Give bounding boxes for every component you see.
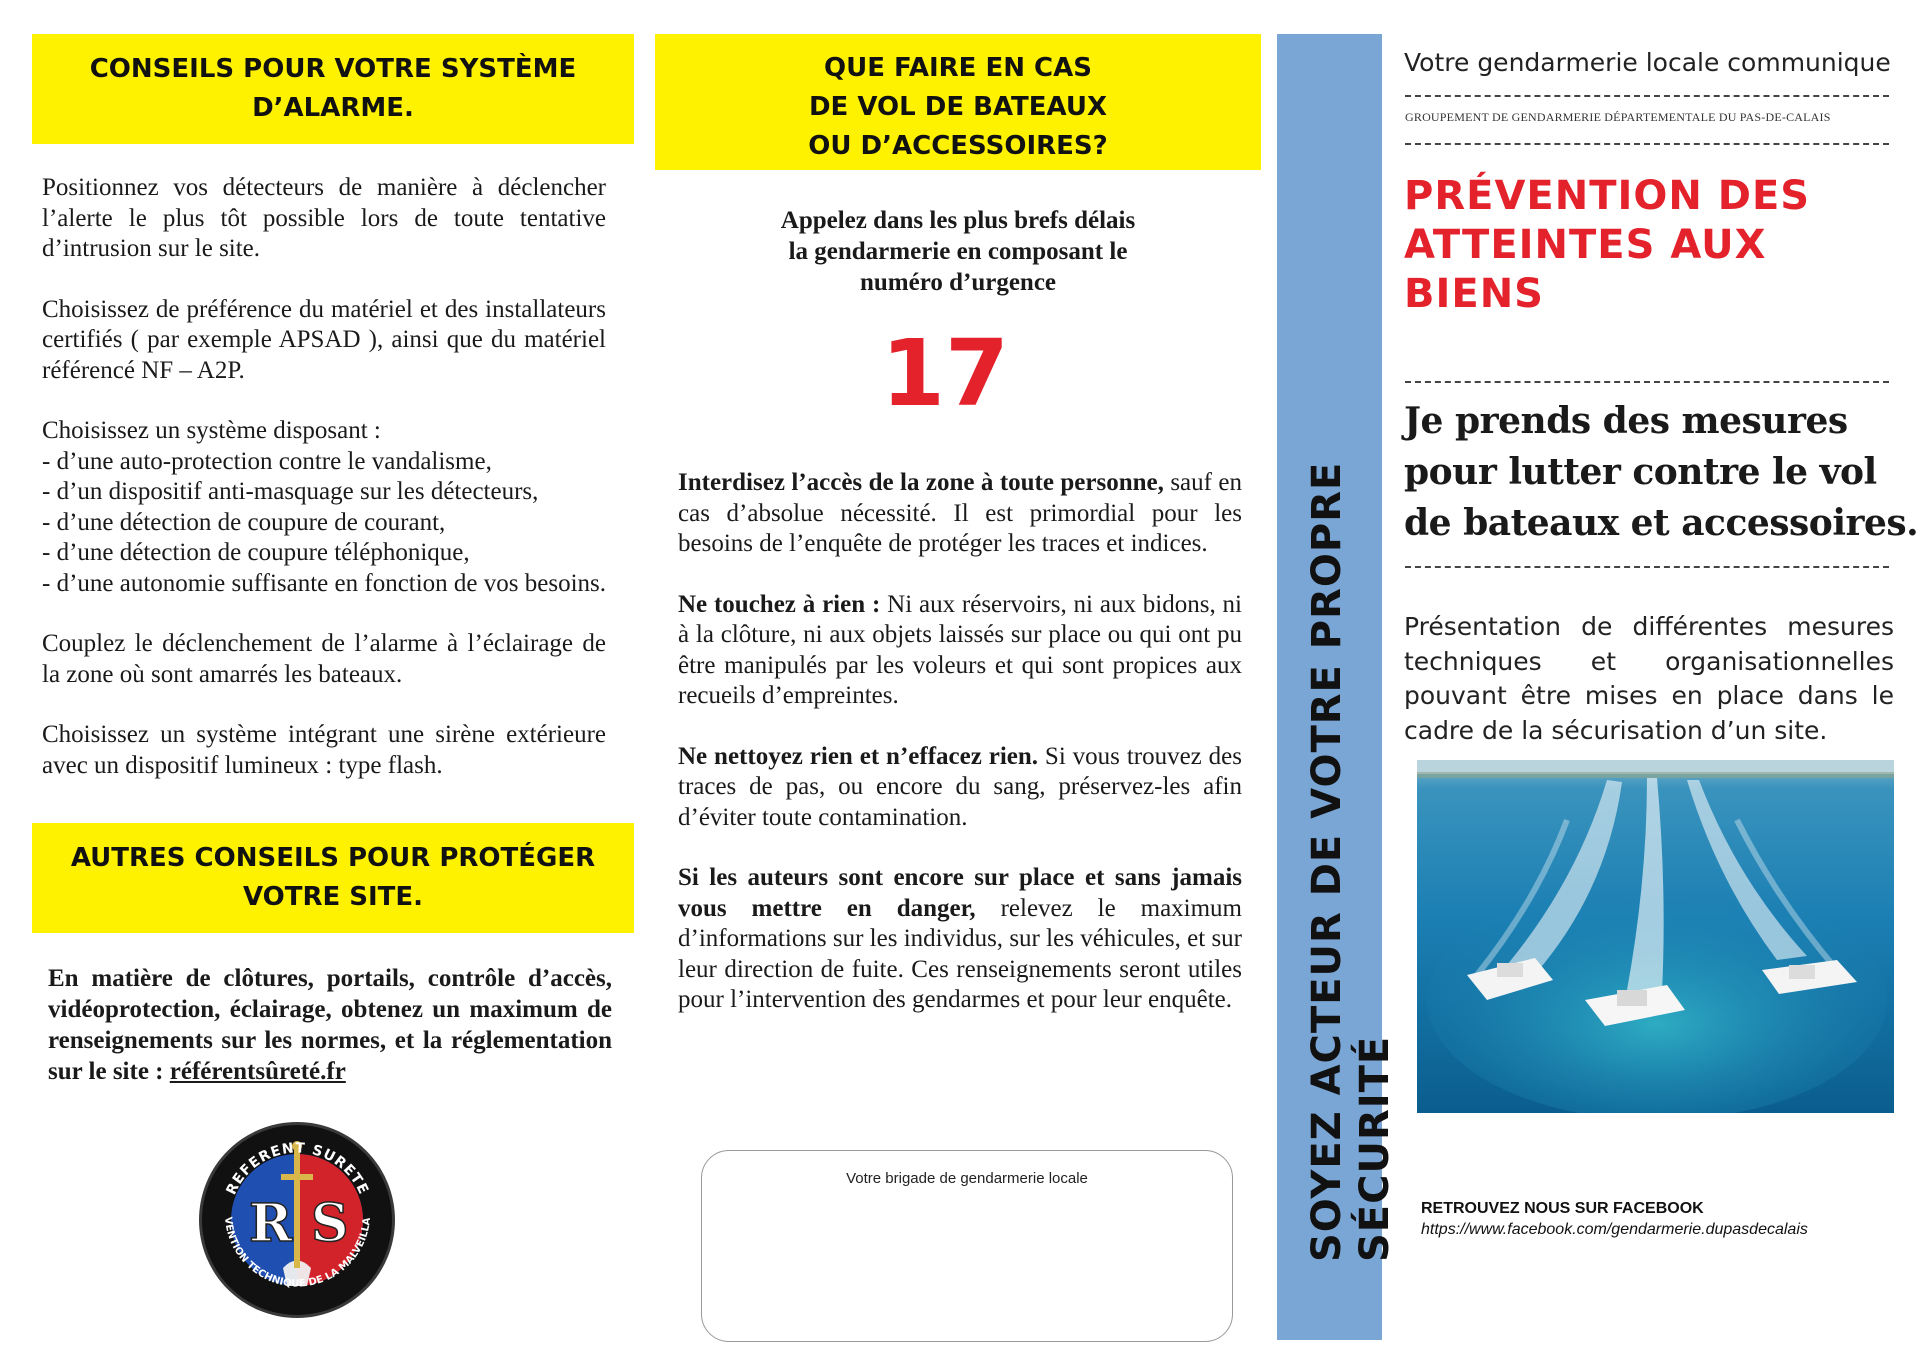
local-brigade-box — [701, 1150, 1233, 1342]
list-item: - d’une auto-protection contre le vandalisme, — [42, 447, 492, 475]
badge-letter-r: R — [249, 1193, 293, 1254]
system-intro: Choisissez un système disposant : — [42, 417, 381, 444]
list-item: - d’un dispositif anti-masquage sur les détecteurs, — [42, 478, 539, 505]
spine-slogan-line-2: SÉCURITÉ — [1352, 1035, 1398, 1262]
alarm-advice-text — [42, 173, 606, 781]
group-name: GROUPEMENT DE GENDARMERIE DÉPARTEMENTALE DU PAS-DE-CALAIS — [1405, 110, 1831, 124]
other-advice-body: En matière de clôtures, portails, contrôle d’accès, vidéoprotection, éclairage, obtenez un maximum de renseignements sur les normes, et la réglementation sur le site : — [48, 965, 612, 1085]
other-heading-line-2: VOTRE SITE. — [242, 882, 424, 912]
spine-slogan-line-1: SOYEZ ACTEUR DE VOTRE PROPRE — [1304, 461, 1350, 1262]
divider — [1405, 381, 1889, 383]
facebook-url-link[interactable]: https://www.facebook.com/gendarmerie.dupasdecalais — [1421, 1221, 1808, 1238]
advice-lighting: Couplez le déclenchement de l’alarme à l’éclairage de la zone où sont amarrés les bateaux. — [42, 630, 606, 688]
what-to-do-line-2: DE VOL DE BATEAUX — [808, 92, 1108, 122]
other-advice-text — [48, 963, 612, 1087]
advice-siren: Choisissez un système intégrant une sirène extérieure avec un dispositif lumineux : type flash. — [42, 721, 606, 779]
title-line-2: ATTEINTES AUX — [1404, 222, 1767, 268]
list-item: - d’une autonomie suffisante en fonction de vos besoins. — [42, 569, 607, 597]
referent-surete-logo — [195, 1118, 400, 1323]
alarm-heading-line-2: D’ALARME. — [252, 93, 414, 123]
instruction-item: Ne touchez à rien : Ni aux réservoirs, ni aux bidons, ni à la clôture, ni aux objets laissés sur place ou qui ont pu être manipulés par les voleurs et qui sont propices aux recueils d’empreintes. — [678, 590, 1242, 709]
instruction-item: Si les auteurs sont encore sur place et sans jamais vous mettre en danger, relevez le maximum d’informations sur les individus, sur les véhicules, et sur leur direction de fuite. Ces renseignements seront utiles pour l’intervention des gendarmes et pour leur enquête. — [678, 864, 1243, 1013]
slogan-line-2: pour lutter contre le vol — [1404, 451, 1877, 493]
divider — [1405, 143, 1889, 145]
list-item: - d’une détection de coupure téléphonique, — [42, 539, 470, 566]
alarm-heading — [32, 34, 634, 144]
title-line-1: PRÉVENTION DES — [1404, 173, 1811, 219]
boats-photo — [1417, 760, 1894, 1113]
local-brigade-label: Votre brigade de gendarmerie locale — [846, 1170, 1088, 1187]
list-item: - d’une détection de coupure de courant, — [42, 508, 446, 536]
instruction-item: Interdisez l’accès de la zone à toute personne, sauf en cas d’absolue nécessité. Il est primordial pour les besoins de l’enquête de protéger les traces et indices. — [678, 469, 1242, 557]
call-line-1: Appelez dans les plus brefs délais — [780, 207, 1136, 234]
document-title — [1404, 172, 1810, 319]
advice-certified: Choisissez de préférence du matériel et des installateurs certifiés ( par exemple APSAD ), ainsi que du matériel référencé NF – A2P. — [42, 295, 606, 384]
badge-letter-s: S — [311, 1193, 349, 1254]
other-heading-line-1: AUTRES CONSEILS POUR PROTÉGER — [70, 843, 596, 873]
alarm-heading-line-1: CONSEILS POUR VOTRE SYSTÈME — [89, 54, 577, 84]
presentation-text: Présentation de différentes mesures techniques et organisationnelles pouvant être mises en place dans le cadre de la sécurisation d’un site. — [1404, 612, 1894, 745]
gendarmerie-communique: Votre gendarmerie locale communique — [1404, 48, 1891, 77]
advice-detectors: Positionnez vos détecteurs de manière à déclencher l’alerte le plus tôt possible lors de toute tentative d’intrusion sur le site. — [42, 174, 606, 262]
referent-surete-emblem — [195, 1118, 400, 1323]
what-to-do-line-1: QUE FAIRE EN CAS — [824, 53, 1092, 83]
badge-bottom-text: VENTION TECHNIQUE DE LA MALVEILLA — [221, 1216, 373, 1290]
spine-slogan — [1303, 462, 1399, 1262]
other-advice-heading — [32, 823, 634, 933]
divider — [1405, 95, 1889, 97]
divider — [1405, 566, 1889, 568]
call-line-3: numéro d’urgence — [859, 269, 1057, 296]
title-line-3: BIENS — [1404, 271, 1544, 317]
badge-top-text: REFERENT SURETE — [223, 1140, 372, 1198]
slogan-line-1: Je prends des mesures — [1404, 400, 1848, 442]
slogan-line-3: de bateaux et accessoires. — [1404, 502, 1919, 544]
measures-slogan — [1404, 396, 1918, 549]
boats-illustration — [1417, 760, 1894, 1113]
what-to-do-heading — [655, 34, 1261, 170]
facebook-title: RETROUVEZ NOUS SUR FACEBOOK — [1421, 1200, 1704, 1217]
what-to-do-line-3: OU D’ACCESSOIRES? — [808, 131, 1108, 161]
instruction-item: Ne nettoyez rien et n’effacez rien. Si vous trouvez des traces de pas, ou encore du sang, préservez-les afin d’éviter toute contamination. — [678, 742, 1243, 831]
call-instruction — [660, 205, 1256, 298]
call-line-2: la gendarmerie en composant le — [788, 238, 1128, 265]
emergency-number: 17 — [880, 320, 1010, 427]
referent-surete-link[interactable]: référentsûreté.fr — [169, 1058, 346, 1085]
instructions-list — [678, 468, 1242, 1016]
system-list — [42, 447, 606, 600]
